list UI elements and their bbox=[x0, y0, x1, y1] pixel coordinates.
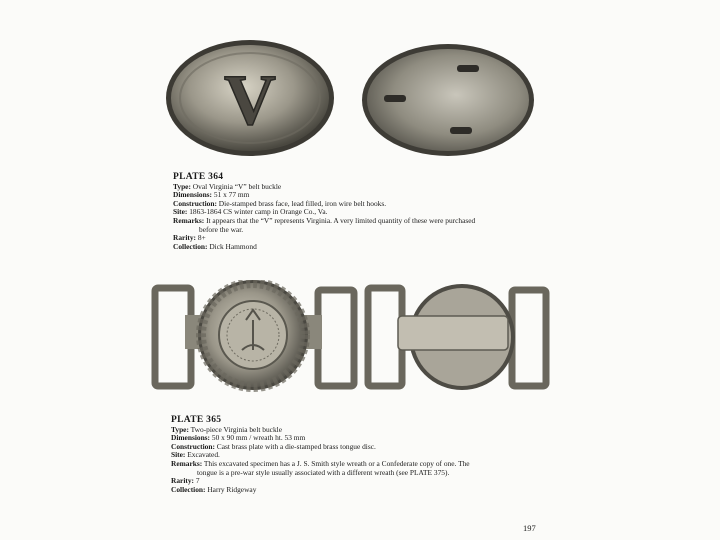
collection-row: Collection: Dick Hammond bbox=[173, 241, 257, 251]
two-piece-buckle-front bbox=[155, 280, 354, 390]
plate-365-title: PLATE 365 bbox=[171, 415, 222, 425]
plate-364-title: PLATE 364 bbox=[173, 172, 224, 182]
two-piece-buckle-back bbox=[368, 284, 546, 390]
plate-364-caption bbox=[173, 173, 475, 251]
oval-buckle-front bbox=[166, 40, 334, 156]
site-row: Site: Excavated. bbox=[171, 450, 220, 460]
plate-365-caption bbox=[171, 416, 470, 494]
plate-365-photo bbox=[150, 280, 550, 400]
type-row: Type: Two-piece Virginia belt buckle bbox=[171, 424, 282, 434]
remarks-row: Remarks: This excavated specimen has a J. S. Smith style wreath or a Confederate copy of one. The bbox=[171, 458, 470, 468]
buckle-v-letter: V bbox=[224, 60, 276, 140]
belt-hook bbox=[457, 65, 479, 72]
remarks-row: Remarks: It appears that the “V” represents Virginia. A very limited quantity of these were purchased bbox=[173, 215, 476, 225]
collection-row: Collection: Harry Ridgeway bbox=[171, 484, 257, 494]
construction-row: Construction: Die-stamped brass face, lead filled, iron wire belt hooks. bbox=[173, 198, 387, 208]
remarks-continuation: before the war. bbox=[199, 224, 244, 234]
type-row: Type: Oval Virginia “V” belt buckle bbox=[173, 181, 282, 191]
belt-hook bbox=[450, 127, 472, 134]
site-row: Site: 1863-1864 CS winter camp in Orange Co., Va. bbox=[173, 207, 328, 217]
rarity-row: Rarity: 7 bbox=[171, 476, 200, 486]
belt-hook bbox=[384, 95, 406, 102]
construction-row: Construction: Cast brass plate with a die-stamped brass tongue disc. bbox=[171, 441, 376, 451]
oval-buckle-back bbox=[362, 44, 534, 156]
remarks-continuation: tongue is a pre-war style usually associated with a different wreath (see PLATE 375). bbox=[197, 467, 450, 477]
dimensions-row: Dimensions: 50 x 90 mm / wreath ht. 53 mm bbox=[171, 433, 306, 443]
dimensions-row: Dimensions: 51 x 77 mm bbox=[173, 190, 250, 200]
rarity-row: Rarity: 8+ bbox=[173, 233, 206, 243]
page-number: 197 bbox=[523, 523, 536, 533]
plate-364-photo bbox=[160, 38, 540, 163]
